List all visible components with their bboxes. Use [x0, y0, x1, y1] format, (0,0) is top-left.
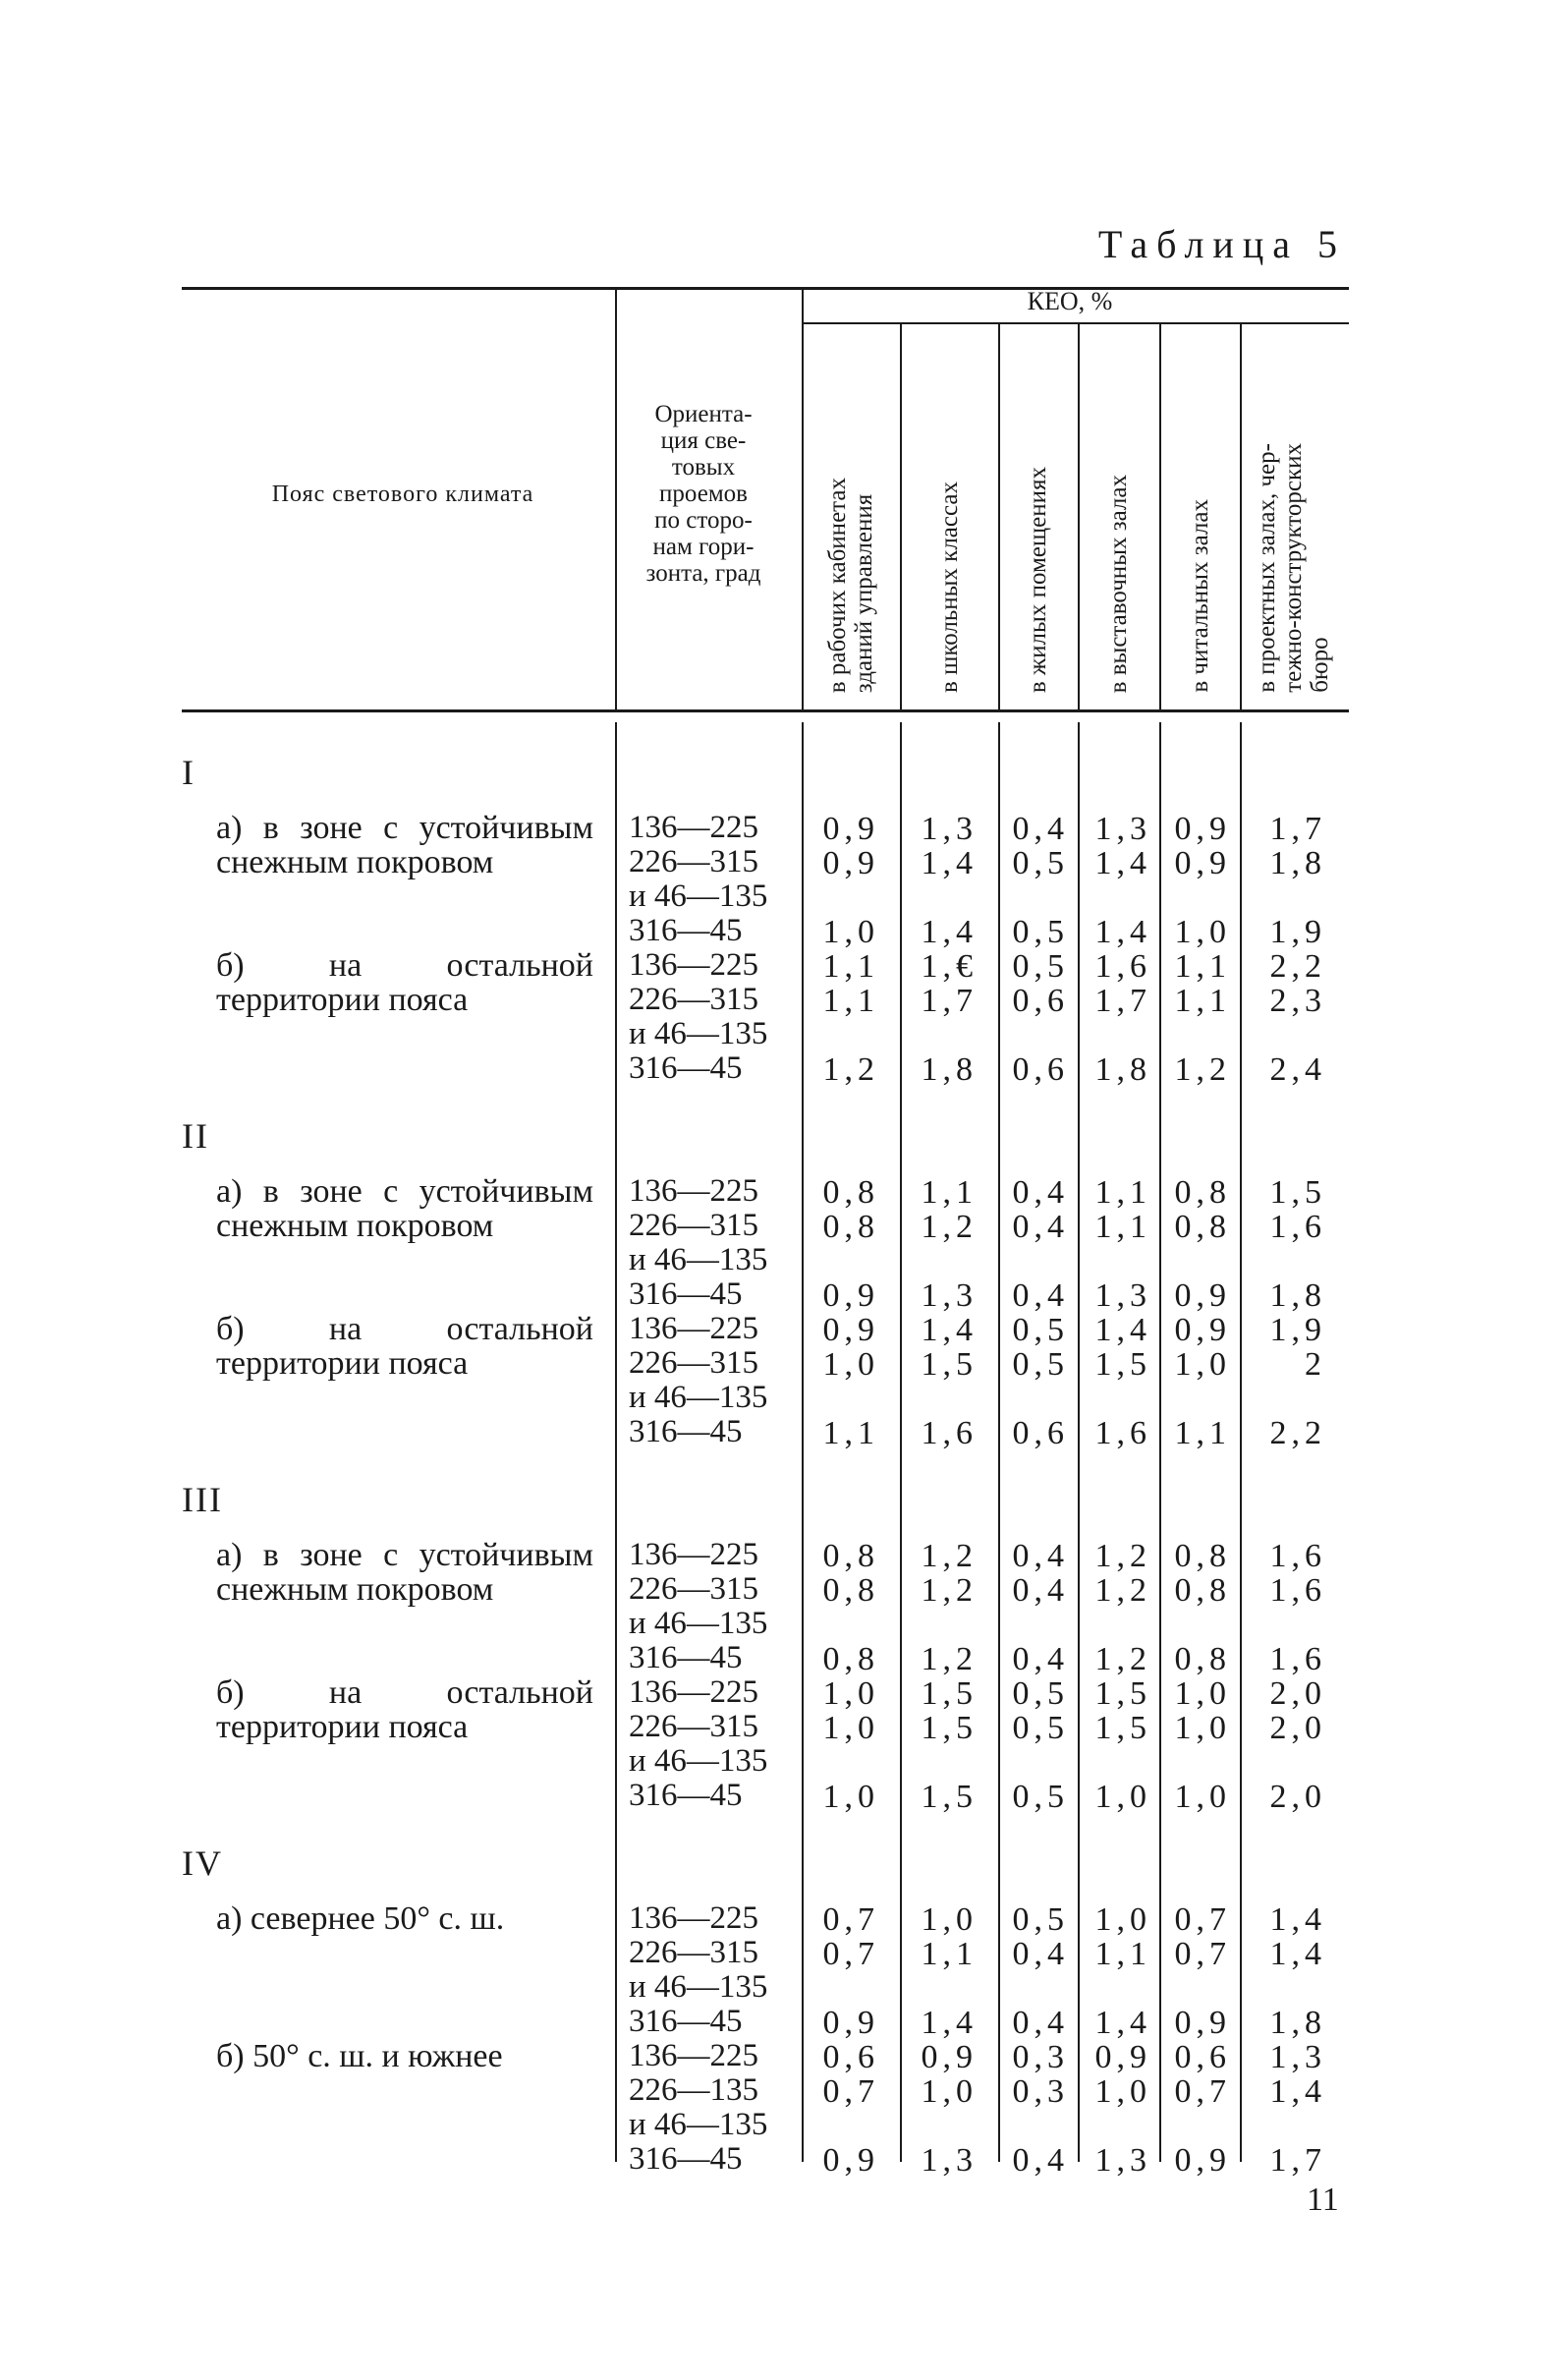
value-cell: 0,8	[822, 1641, 879, 1677]
value-cell: 1,5	[1094, 1710, 1151, 1746]
value-cell: 0,7	[1174, 1936, 1231, 1972]
value-cell: 1,3	[921, 811, 978, 847]
value-cell: 1,4	[1094, 1312, 1151, 1348]
value-cell: 1,0	[1174, 1346, 1231, 1383]
value-cell: 0,6	[1012, 1051, 1069, 1088]
value-cell: 1,6	[1094, 948, 1151, 985]
value-cell: 1,1	[921, 1174, 978, 1211]
value-cell: 1,0	[822, 1710, 879, 1746]
value-cell: 0,8	[822, 1538, 879, 1574]
value-cell: 0,4	[1012, 1641, 1069, 1677]
value-cell: 1,2	[921, 1572, 978, 1609]
value-cell: 0,8	[1174, 1209, 1231, 1245]
value-cell: 2	[1305, 1346, 1326, 1383]
value-cell: 0,9	[822, 2142, 879, 2179]
value-cell: 1,3	[921, 2142, 978, 2179]
value-cell: 0,7	[822, 2073, 879, 2110]
value-cell: 1,7	[1094, 983, 1151, 1019]
value-cell: 1,2	[1094, 1641, 1151, 1677]
value-cell: 1,1	[1174, 948, 1231, 985]
value-cell: 0,6	[1174, 2039, 1231, 2075]
orientation-cell: 316—45	[629, 2141, 743, 2177]
value-cell: 1,0	[822, 1675, 879, 1712]
orientation-cell: 226—315 и 46—135	[629, 1709, 768, 1779]
value-cell: 1,8	[1269, 1277, 1326, 1314]
orientation-cell: 226—315 и 46—135	[629, 1345, 768, 1415]
zone-label: III	[182, 1480, 223, 1519]
value-cell: 1,6	[1269, 1538, 1326, 1574]
value-cell: 0,5	[1012, 1346, 1069, 1383]
header-zone: Пояс светового климата	[271, 482, 534, 507]
orientation-cell: 226—315 и 46—135	[629, 1935, 768, 2005]
value-cell: 0,5	[1012, 845, 1069, 881]
value-cell: 1,8	[1094, 1051, 1151, 1088]
value-cell: 1,5	[1094, 1346, 1151, 1383]
value-cell: 1,0	[1174, 1675, 1231, 1712]
value-cell: 1,4	[1269, 1901, 1326, 1938]
value-cell: 0,9	[822, 1277, 879, 1314]
value-cell: 0,9	[1094, 2039, 1151, 2075]
orientation-cell: 136—225	[629, 2038, 758, 2073]
value-cell: 1,0	[1174, 914, 1231, 950]
group-label: а) в зоне с устойчивым снежным покровом	[216, 810, 593, 880]
value-cell: 1,1	[822, 1415, 879, 1451]
value-cell: 1,5	[921, 1779, 978, 1815]
keo-rule	[802, 322, 1349, 324]
value-cell: 1,1	[921, 1936, 978, 1972]
orientation-cell: 316—45	[629, 1640, 743, 1675]
value-cell: 1,2	[921, 1538, 978, 1574]
value-cell: 0,6	[1012, 983, 1069, 1019]
header-keo: КЕО, %	[1027, 287, 1113, 315]
value-cell: 1,0	[1094, 1779, 1151, 1815]
value-cell: 0,5	[1012, 914, 1069, 950]
value-cell: 0,5	[1012, 1312, 1069, 1348]
value-cell: 1,3	[1094, 1277, 1151, 1314]
column-divider	[615, 287, 617, 709]
value-cell: 0,4	[1012, 811, 1069, 847]
value-cell: 0,6	[1012, 1415, 1069, 1451]
value-cell: 2,3	[1269, 983, 1326, 1019]
value-cell: 1,1	[822, 983, 879, 1019]
value-cell: 1,2	[1174, 1051, 1231, 1088]
value-cell: 1,1	[1094, 1936, 1151, 1972]
value-cell: 1,3	[921, 1277, 978, 1314]
value-cell: 1,4	[921, 2005, 978, 2041]
value-cell: 1,0	[1174, 1779, 1231, 1815]
header-column-2: в школьных классах	[935, 482, 963, 693]
header-column-6: в проектных залах, чер- тежно-конструкторских бюро	[1253, 443, 1333, 693]
value-cell: 1,6	[921, 1415, 978, 1451]
value-cell: 1,2	[921, 1641, 978, 1677]
value-cell: 0,9	[1174, 2142, 1231, 2179]
group-label: а) севернее 50° с. ш.	[216, 1900, 505, 1937]
header-column-4: в выставочных залах	[1105, 474, 1132, 693]
value-cell: 0,5	[1012, 1779, 1069, 1815]
value-cell: 0,9	[1174, 811, 1231, 847]
value-cell: 0,9	[822, 811, 879, 847]
value-cell: 2,0	[1269, 1710, 1326, 1746]
value-cell: 0,8	[1174, 1641, 1231, 1677]
value-cell: 1,1	[1094, 1174, 1151, 1211]
value-cell: 1,1	[1094, 1209, 1151, 1245]
orientation-cell: 136—225	[629, 1674, 758, 1710]
value-cell: 1,6	[1094, 1415, 1151, 1451]
value-cell: 0,8	[822, 1209, 879, 1245]
value-cell: 0,9	[822, 1312, 879, 1348]
value-cell: 0,6	[822, 2039, 879, 2075]
value-cell: 0,4	[1012, 2005, 1069, 2041]
value-cell: 2,0	[1269, 1675, 1326, 1712]
value-cell: 0,5	[1012, 1901, 1069, 1938]
value-cell: 1,9	[1269, 1312, 1326, 1348]
value-cell: 0,8	[822, 1572, 879, 1609]
header-column-wrap	[802, 329, 900, 693]
value-cell: 1,6	[1269, 1572, 1326, 1609]
value-cell: 1,2	[822, 1051, 879, 1088]
value-cell: 1,7	[921, 983, 978, 1019]
group-label: б) на остальной территории пояса	[216, 1311, 593, 1382]
value-cell: 0,4	[1012, 1936, 1069, 1972]
value-cell: 1,4	[1269, 2073, 1326, 2110]
value-cell: 1,4	[921, 845, 978, 881]
header-column-wrap	[1078, 329, 1159, 693]
header-column-wrap	[1159, 329, 1240, 693]
group-label: а) в зоне с устойчивым снежным покровом	[216, 1173, 593, 1244]
orientation-cell: 226—315 и 46—135	[629, 844, 768, 914]
value-cell: 0,4	[1012, 1174, 1069, 1211]
value-cell: 1,7	[1269, 811, 1326, 847]
value-cell: 0,8	[822, 1174, 879, 1211]
header-column-wrap	[1240, 329, 1346, 693]
value-cell: 2,2	[1269, 1415, 1326, 1451]
value-cell: 1,0	[822, 1346, 879, 1383]
value-cell: 1,4	[1094, 845, 1151, 881]
value-cell: 1,4	[1094, 914, 1151, 950]
orientation-cell: 136—225	[629, 947, 758, 983]
value-cell: 0,5	[1012, 948, 1069, 985]
value-cell: 2,0	[1269, 1779, 1326, 1815]
value-cell: 1,5	[921, 1675, 978, 1712]
column-divider	[615, 722, 617, 2162]
value-cell: 0,8	[1174, 1538, 1231, 1574]
value-cell: 1,0	[822, 914, 879, 950]
value-cell: 0,5	[1012, 1710, 1069, 1746]
value-cell: 1,7	[1269, 2142, 1326, 2179]
value-cell: 0,9	[822, 845, 879, 881]
value-cell: 1,€	[921, 948, 978, 985]
value-cell: 1,2	[1094, 1538, 1151, 1574]
header-column-1: в рабочих кабинетах зданий управления	[824, 477, 877, 693]
header-orientation: Ориента- ция све- товых проемов по сторо- нам гори- зонта, град	[645, 401, 761, 587]
value-cell: 1,3	[1269, 2039, 1326, 2075]
value-cell: 0,8	[1174, 1174, 1231, 1211]
group-label: б) 50° с. ш. и южнее	[216, 2038, 503, 2074]
orientation-cell: 226—315 и 46—135	[629, 1571, 768, 1641]
orientation-cell: 316—45	[629, 2004, 743, 2039]
orientation-cell: 316—45	[629, 1414, 743, 1449]
value-cell: 0,9	[1174, 1312, 1231, 1348]
value-cell: 0,8	[1174, 1572, 1231, 1609]
value-cell: 1,5	[1269, 1174, 1326, 1211]
orientation-cell: 136—225	[629, 1311, 758, 1346]
value-cell: 0,3	[1012, 2039, 1069, 2075]
value-cell: 1,0	[921, 1901, 978, 1938]
value-cell: 1,6	[1269, 1641, 1326, 1677]
value-cell: 0,9	[1174, 1277, 1231, 1314]
value-cell: 0,7	[822, 1936, 879, 1972]
value-cell: 1,0	[1174, 1710, 1231, 1746]
value-cell: 1,8	[921, 1051, 978, 1088]
value-cell: 1,0	[1094, 2073, 1151, 2110]
value-cell: 1,0	[822, 1779, 879, 1815]
value-cell: 1,2	[1094, 1572, 1151, 1609]
value-cell: 1,5	[921, 1346, 978, 1383]
value-cell: 1,8	[1269, 2005, 1326, 2041]
orientation-cell: 136—225	[629, 1900, 758, 1936]
group-label: а) в зоне с устойчивым снежным покровом	[216, 1537, 593, 1608]
value-cell: 0,3	[1012, 2073, 1069, 2110]
value-cell: 0,4	[1012, 1209, 1069, 1245]
group-label: б) на остальной территории пояса	[216, 1674, 593, 1745]
orientation-cell: 226—315 и 46—135	[629, 1208, 768, 1277]
value-cell: 0,4	[1012, 1538, 1069, 1574]
value-cell: 1,4	[921, 1312, 978, 1348]
group-label: б) на остальной территории пояса	[216, 947, 593, 1018]
value-cell: 0,5	[1012, 1675, 1069, 1712]
value-cell: 1,9	[1269, 914, 1326, 950]
value-cell: 0,9	[921, 2039, 978, 2075]
orientation-cell: 226—315 и 46—135	[629, 982, 768, 1051]
value-cell: 1,4	[1269, 1936, 1326, 1972]
value-cell: 2,4	[1269, 1051, 1326, 1088]
table-title: Таблица 5	[1097, 222, 1346, 266]
value-cell: 0,9	[1174, 845, 1231, 881]
zone-label: II	[182, 1116, 209, 1156]
value-cell: 0,7	[1174, 1901, 1231, 1938]
zone-label: I	[182, 753, 196, 792]
value-cell: 1,4	[1094, 2005, 1151, 2041]
orientation-cell: 316—45	[629, 1050, 743, 1086]
orientation-cell: 136—225	[629, 810, 758, 845]
orientation-cell: 316—45	[629, 1276, 743, 1312]
value-cell: 0,4	[1012, 1572, 1069, 1609]
value-cell: 0,7	[1174, 2073, 1231, 2110]
value-cell: 0,4	[1012, 2142, 1069, 2179]
value-cell: 0,7	[822, 1901, 879, 1938]
value-cell: 1,2	[921, 1209, 978, 1245]
header-column-wrap	[900, 329, 998, 693]
header-column-wrap	[998, 329, 1078, 693]
value-cell: 0,9	[822, 2005, 879, 2041]
value-cell: 1,6	[1269, 1209, 1326, 1245]
value-cell: 1,8	[1269, 845, 1326, 881]
value-cell: 1,4	[921, 914, 978, 950]
value-cell: 1,5	[1094, 1675, 1151, 1712]
header-column-3: в жилых помещениях	[1025, 466, 1051, 693]
value-cell: 1,0	[921, 2073, 978, 2110]
header-column-5: в читальных залах	[1186, 499, 1213, 693]
value-cell: 0,9	[1174, 2005, 1231, 2041]
orientation-cell: 316—45	[629, 1778, 743, 1813]
orientation-cell: 136—225	[629, 1173, 758, 1209]
value-cell: 1,1	[1174, 983, 1231, 1019]
orientation-cell: 226—135 и 46—135	[629, 2072, 768, 2142]
value-cell: 1,0	[1094, 1901, 1151, 1938]
orientation-cell: 136—225	[629, 1537, 758, 1572]
value-cell: 0,4	[1012, 1277, 1069, 1314]
value-cell: 1,3	[1094, 2142, 1151, 2179]
value-cell: 1,5	[921, 1710, 978, 1746]
orientation-cell: 316—45	[629, 913, 743, 948]
value-cell: 1,1	[822, 948, 879, 985]
value-cell: 1,1	[1174, 1415, 1231, 1451]
value-cell: 1,3	[1094, 811, 1151, 847]
header-bottom-rule	[182, 709, 1349, 712]
page-number: 11	[1307, 2182, 1339, 2218]
value-cell: 2,2	[1269, 948, 1326, 985]
zone-label: IV	[182, 1843, 223, 1883]
